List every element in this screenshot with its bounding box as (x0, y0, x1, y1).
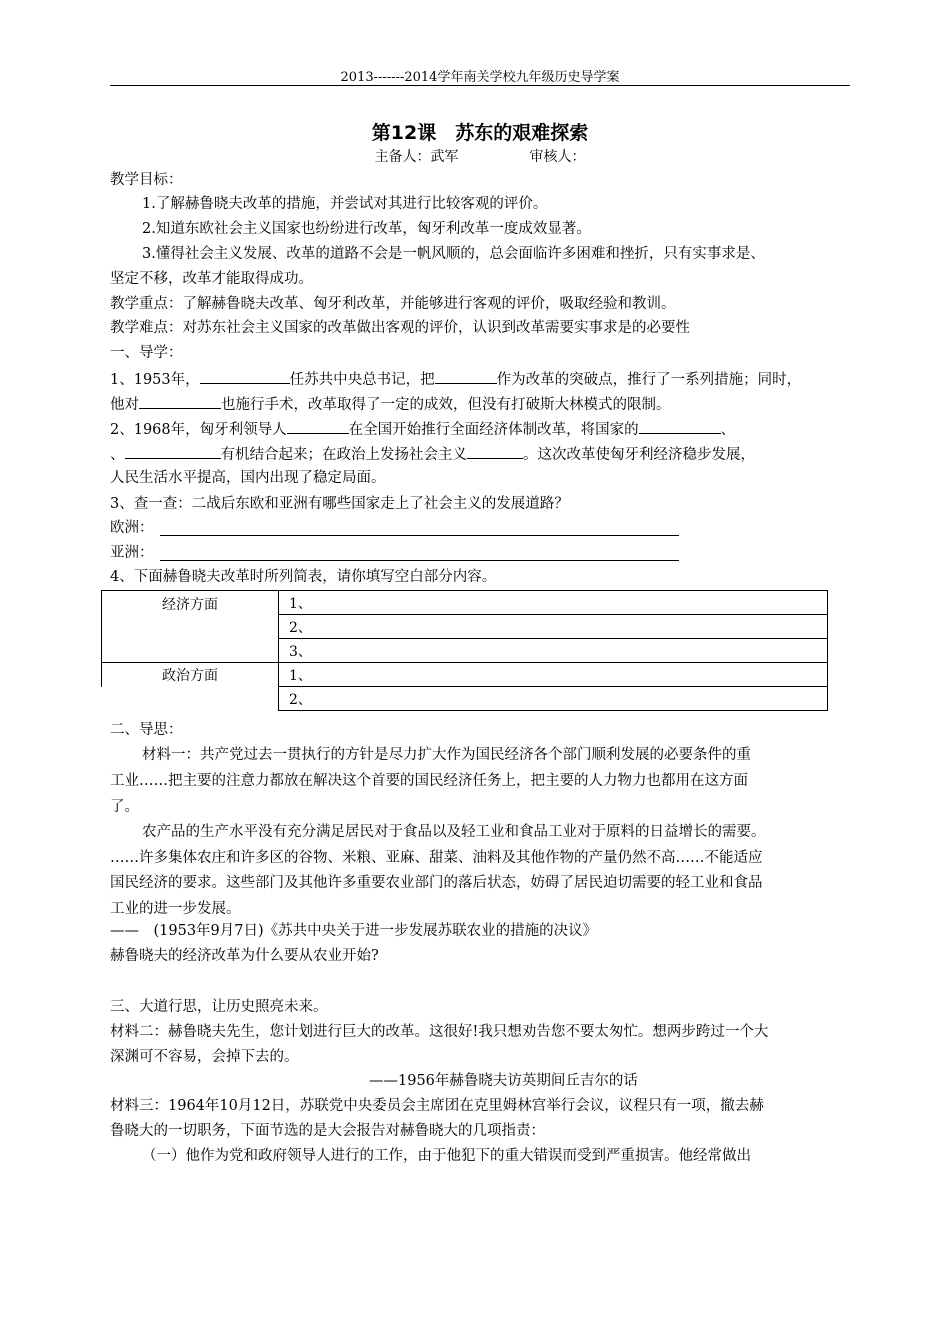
blank-input[interactable] (435, 368, 497, 384)
objectives-label: 教学目标： (110, 172, 183, 188)
material-1b-line-2: ……许多集体农庄和许多区的谷物、米粮、亚麻、甜菜、油料及其他作物的产量仍然不高……不能适应 (110, 850, 763, 866)
economic-cell: 经济方面 (102, 591, 279, 663)
material-2-source: ——1956年赫鲁晓夫访英期间丘吉尔的话 (369, 1073, 638, 1089)
question-4: 4、下面赫鲁晓夫改革时所列简表，请你填写空白部分内容。 (110, 569, 497, 585)
question-1-cont: 他对 也施行手术，改革取得了一定的成效，但没有打破斯大林模式的限制。 (110, 393, 671, 415)
europe-answer-line[interactable] (160, 534, 679, 536)
difficulty: 教学难点：对苏东社会主义国家的改革做出客观的评价，认识到改革需要实事求是的必要性 (110, 320, 690, 336)
material-1b-line-4: 工业的进一步发展。 (110, 901, 241, 917)
question-2-end: 人民生活水平提高，国内出现了稳定局面。 (110, 470, 386, 486)
material-1b-line-1: 农产品的生产水平没有充分满足居民对于食品以及轻工业和食品工业对于原料的日益增长的需要。 (142, 824, 766, 840)
econ-row-1[interactable]: 1、 (279, 591, 828, 615)
asia-label: 亚洲： (110, 545, 154, 561)
pol-row-1[interactable]: 1、 (279, 663, 828, 687)
econ-row-3[interactable]: 3、 (279, 639, 828, 663)
material-3-line-1: 材料三：1964年10月12日，苏联党中央委员会主席团在克里姆林宫举行会议，议程只有一项，撤去赫 (110, 1098, 764, 1114)
question-2: 2、1968年，匈牙利领导人 在全国开始推行全面经济体制改革，将国家的 、 (110, 418, 735, 440)
material-1-line-1: 材料一：共产党过去一贯执行的方针是尽力扩大作为国民经济各个部门顺利发展的必要条件的重 (142, 747, 751, 763)
blank-input[interactable] (287, 418, 349, 434)
material-2-line-1: 材料二：赫鲁晓夫先生，您计划进行巨大的改革。这很好!我只想劝告您不要太匆忙。想两步跨过一个大 (110, 1024, 769, 1040)
blank-input[interactable] (200, 368, 290, 384)
blank-input[interactable] (639, 418, 721, 434)
section2-question: 赫鲁晓夫的经济改革为什么要从农业开始? (110, 948, 379, 964)
asia-answer-line[interactable] (160, 559, 679, 561)
objective-3: 3.懂得社会主义发展、改革的道路不会是一帆风顺的，总会面临许多困难和挫折，只有实事求是、 (142, 246, 765, 262)
material-3-item-1: （一）他作为党和政府领导人进行的工作，由于他犯下的重大错误而受到严重损害。他经常做出 (142, 1148, 751, 1164)
question-2-cont: 、 有机结合起来；在政治上发扬社会主义 。这次改革使匈牙利经济稳步发展， (110, 443, 755, 465)
objective-3-cont: 坚定不移，改革才能取得成功。 (110, 271, 313, 287)
authors (110, 146, 850, 166)
material-2-line-2: 深渊可不容易，会掉下去的。 (110, 1049, 299, 1065)
reviewer: 审核人： (529, 149, 586, 165)
political-cell: 政治方面 (102, 663, 279, 687)
objective-2: 2.知道东欧社会主义国家也纷纷进行改革，匈牙利改革一度成效显著。 (142, 221, 591, 237)
econ-row-2[interactable]: 2、 (279, 615, 828, 639)
material-1-line-3: 了。 (110, 799, 139, 815)
reform-table (101, 590, 828, 711)
pol-row-2[interactable]: 2、 (279, 687, 828, 711)
material-3-line-2: 鲁晓大的一切职务，下面节选的是大会报告对赫鲁晓大的几项指责： (110, 1123, 545, 1139)
question-1: 1、1953年， 任苏共中央总书记，把 作为改革的突破点，推行了一系列措施；同时， (110, 368, 801, 390)
page-title: 第12课 苏东的艰难探索 (371, 122, 589, 144)
header-rule (110, 85, 850, 86)
section2-heading: 二、导思： (110, 722, 183, 738)
material-1-line-2: 工业……把主要的注意力都放在解决这个首要的国民经济任务上，把主要的人力物力也都用在这方面 (110, 773, 748, 789)
blank-input[interactable] (467, 443, 523, 459)
question-3: 3、查一查：二战后东欧和亚洲有哪些国家走上了社会主义的发展道路？ (110, 496, 569, 512)
preparer: 主备人：武军 (374, 149, 459, 165)
section1-heading: 一、导学： (110, 345, 183, 361)
objective-1: 1.了解赫鲁晓夫改革的措施，并尝试对其进行比较客观的评价。 (142, 196, 548, 212)
section3-heading: 三、大道行思，让历史照亮未来。 (110, 999, 328, 1015)
material-1b-line-3: 国民经济的要求。这些部门及其他许多重要农业部门的落后状态，妨碍了居民迫切需要的轻工业和食品 (110, 875, 763, 891)
blank-input[interactable] (125, 443, 221, 459)
page-header: 2013-------2014学年南关学校九年级历史导学案 (340, 70, 620, 85)
europe-label: 欧洲： (110, 520, 154, 536)
blank-input[interactable] (139, 393, 221, 409)
material-1-source: —— (1953年9月7日)《苏共中央关于进一步发展苏联农业的措施的决议》 (110, 923, 598, 939)
key-point: 教学重点：了解赫鲁晓夫改革、匈牙利改革，并能够进行客观的评价，吸取经验和教训。 (110, 296, 676, 312)
